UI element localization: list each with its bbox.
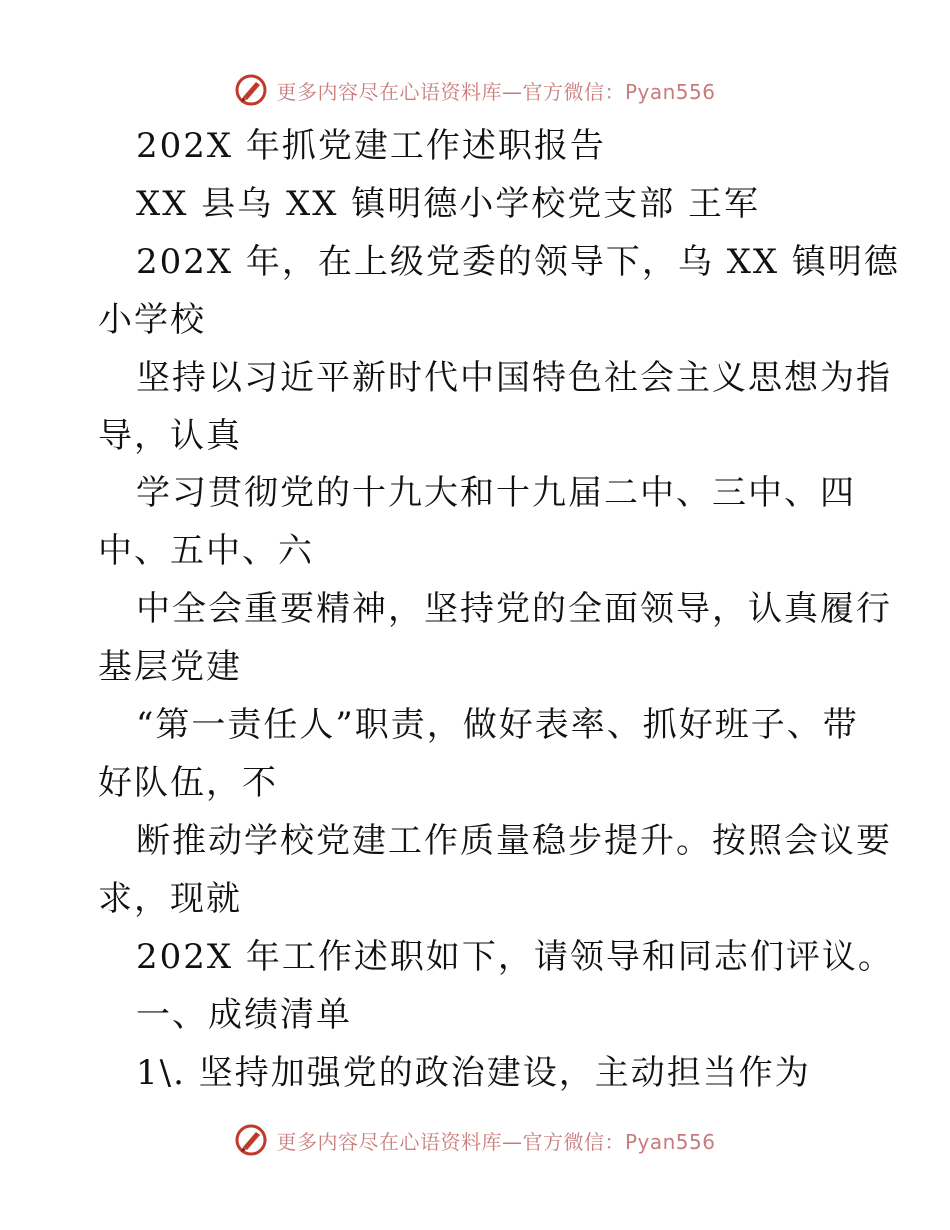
paragraph-line: 学习贯彻党的十九大和十九届二中、三中、四: [136, 473, 856, 514]
paragraph-line: 202X 年工作述职如下，请领导和同志们评议。: [136, 936, 894, 977]
paragraph-line: 好队伍，不: [98, 762, 278, 803]
doc-title: 202X 年抓党建工作述职报告: [136, 126, 606, 166]
pen-seal-logo-icon: [234, 1123, 268, 1157]
footer-banner: [0, 1118, 950, 1162]
header-banner-text: 更多内容尽在心语资料库—官方微信：Pyan556: [276, 79, 716, 104]
paragraph-line: 中全会重要精神，坚持党的全面领导，认真履行: [136, 589, 892, 630]
footer-banner-text: 更多内容尽在心语资料库—官方微信：Pyan556: [276, 1129, 716, 1154]
paragraph-line: 小学校: [98, 299, 206, 340]
paragraph-line: 坚持以习近平新时代中国特色社会主义思想为指: [136, 357, 892, 398]
paragraph-line: “第一责任人”职责，做好表率、抓好班子、带: [136, 705, 859, 746]
section-heading: 一、成绩清单: [136, 994, 352, 1035]
paragraph-line: 基层党建: [98, 647, 242, 688]
paragraph-line: 中、五中、六: [98, 531, 314, 572]
paragraph-line: 导，认真: [98, 415, 242, 456]
paragraph-line: 202X 年，在上级党委的领导下，乌 XX 镇明德: [136, 241, 900, 282]
document-body: [98, 118, 900, 1102]
paragraph-line: 断推动学校党建工作质量稳步提升。按照会议要: [136, 820, 892, 861]
header-banner: [0, 68, 950, 112]
subsection-heading: 1\. 坚持加强党的政治建设，主动担当作为: [136, 1052, 811, 1093]
pen-seal-logo-icon: [234, 73, 268, 107]
paragraph-line: 求，现就: [98, 878, 242, 919]
doc-author-line: XX 县乌 XX 镇明德小学校党支部 王军: [136, 183, 761, 224]
